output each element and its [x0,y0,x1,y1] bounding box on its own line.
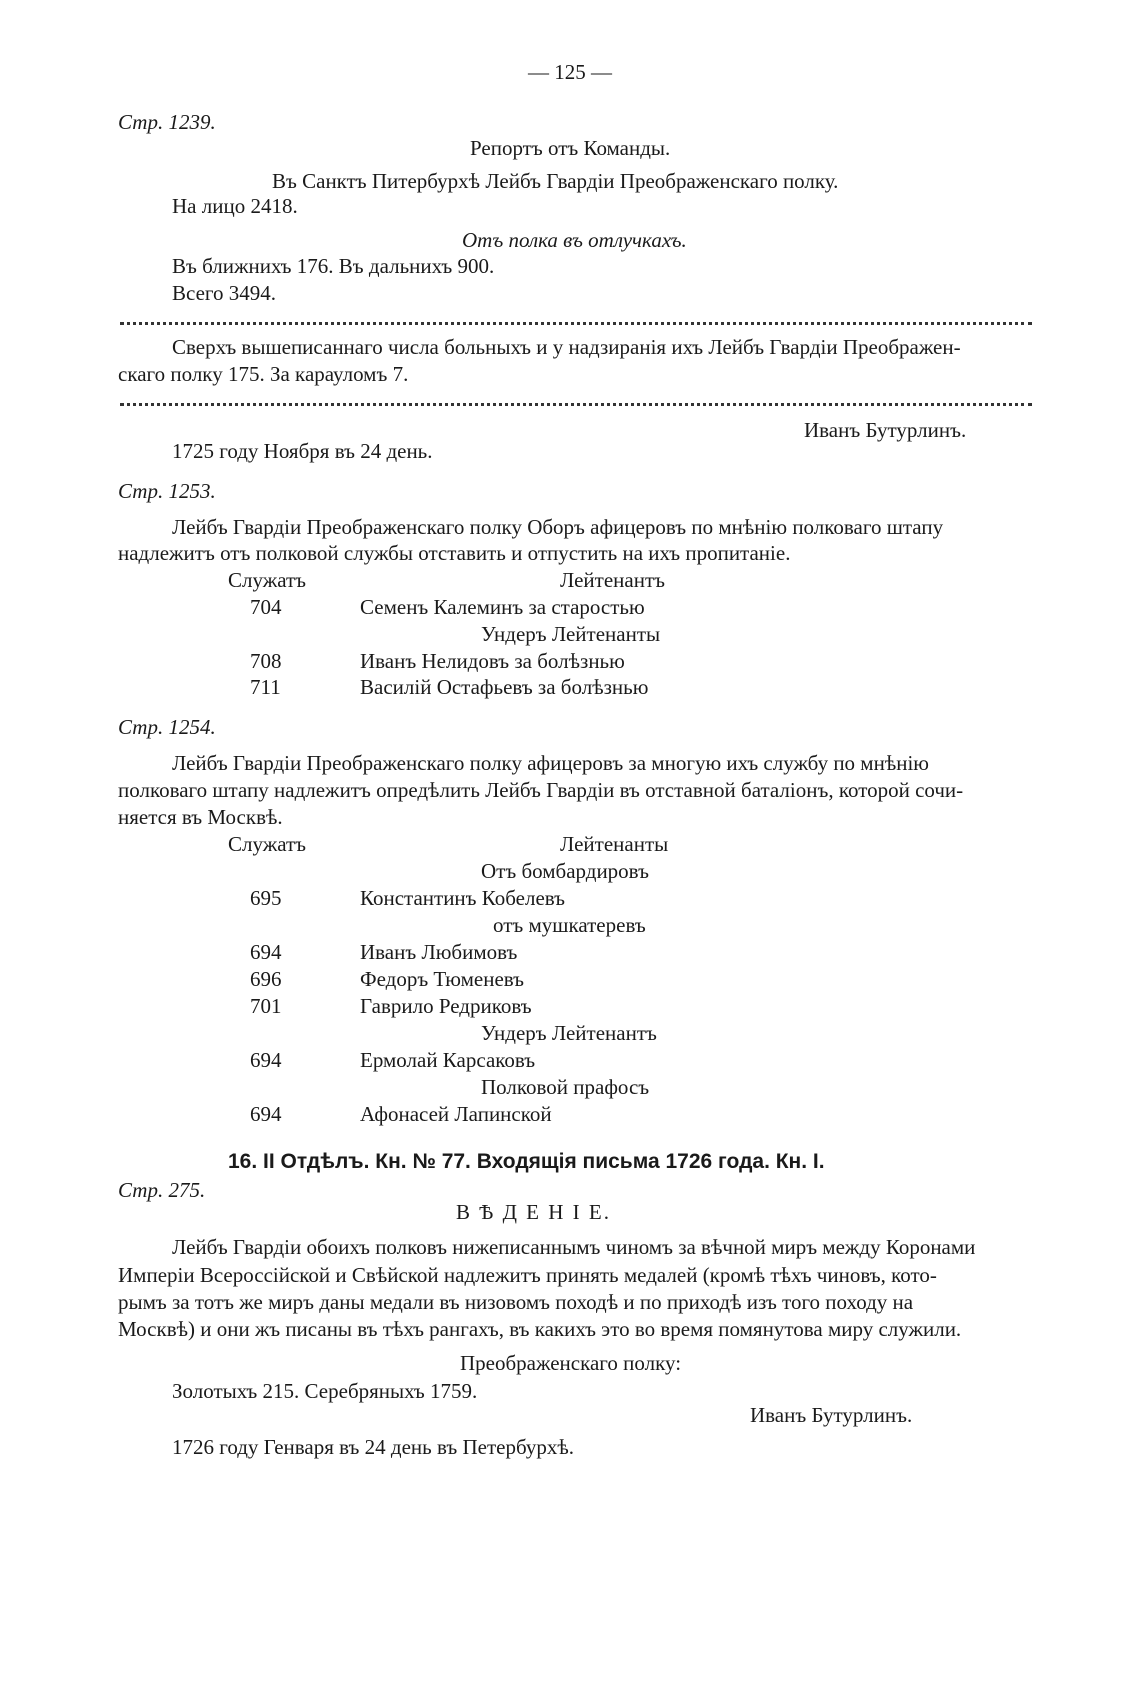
report-line: Въ ближнихъ 176. Въ дальнихъ 900. [172,254,495,278]
table-row [250,996,532,1017]
regiment-label: Преображенскаго полку: [460,1351,682,1375]
row-number: 711 [250,675,281,699]
paragraph-line: няется въ Москвѣ. [118,805,283,829]
rank-label: Ундеръ Лейтенанты [481,622,661,646]
paragraph-line: Имперіи Всероссійской и Свѣйской надлежитъ принять медалей (кромѣ тѣхъ чиновъ, кото- [118,1263,937,1287]
paragraph-line: надлежитъ отъ полковой службы отставить и отпустить на ихъ пропитаніе. [118,541,791,565]
table-row [250,969,524,990]
page-number: — 125 — [528,60,612,84]
medal-count: Золотыхъ 215. Серебряныхъ 1759. [172,1379,478,1403]
row-number: 694 [250,1048,282,1072]
table-row [250,677,648,698]
row-number: 696 [250,967,282,991]
signature: Иванъ Бутурлинъ. [804,418,967,442]
row-name: Семенъ Калеминъ за старостью [360,595,645,619]
table-row [250,888,565,909]
row-name: Федоръ Тюменевъ [360,967,525,991]
signature: Иванъ Бутурлинъ. [750,1403,913,1427]
row-number: 694 [250,1102,282,1126]
paragraph-line: рымъ за тотъ же миръ даны медали въ низовомъ походѣ и по приходѣ изъ того походу на [118,1290,914,1314]
page-reference: Стр. 1253. [118,479,216,503]
paragraph-line: полковаго штапу надлежитъ опредѣлить Лейбъ Гвардіи въ отставной баталіонъ, которой сочи- [118,778,964,802]
row-name: Иванъ Нелидовъ за болѣзнью [360,649,625,673]
row-name: Ермолай Карсаковъ [360,1048,536,1072]
rank-label: Лейтенантъ [560,568,665,592]
column-header: Служатъ [228,832,307,856]
paragraph-line: скаго полку 175. За карауломъ 7. [118,362,409,386]
row-name: Константинъ Кобелевъ [360,886,566,910]
report-line: На лицо 2418. [172,194,298,218]
page-reference: Стр. 1239. [118,110,216,134]
report-subtitle: Отъ полка въ отлучкахъ. [462,228,687,252]
row-number: 704 [250,595,282,619]
report-line: Въ Санктъ Питербурхѣ Лейбъ Гвардіи Преображенскаго полку. [272,169,839,193]
section-heading: 16. II Отдѣлъ. Кн. № 77. Входящія письма 1726 года. Кн. I. [228,1150,825,1173]
row-number: 708 [250,649,282,673]
row-name: Гаврило Редриковъ [360,994,532,1018]
table-row [250,942,517,963]
subgroup-label: Отъ бомбардировъ [481,859,649,883]
table-row [250,651,625,672]
page-reference: Стр. 275. [118,1178,206,1202]
table-row [250,597,645,618]
paragraph-line: Лейбъ Гвардіи обоихъ полковъ нижеписаннымъ чиномъ за вѣчной миръ между Коронами [172,1235,976,1259]
table-row [250,1104,552,1125]
row-name: Василій Остафьевъ за болѣзнью [360,675,649,699]
dotted-separator [120,322,1032,325]
date-line: 1725 году Ноября въ 24 день. [172,439,433,463]
dotted-separator [120,403,1032,406]
report-title: Репортъ отъ Команды. [470,136,671,160]
document-title: В Ѣ Д Е Н І Е. [456,1200,611,1224]
row-name: Иванъ Любимовъ [360,940,518,964]
row-name: Афонасей Лапинской [360,1102,552,1126]
rank-label: Полковой прафосъ [481,1075,650,1099]
row-number: 701 [250,994,282,1018]
date-line: 1726 году Генваря въ 24 день въ Петербурхѣ. [172,1435,574,1459]
paragraph-text: Сверхъ вышеписаннаго числа больныхъ и у надзиранія ихъ Лейбъ Гвардіи Преображен- [172,335,961,359]
rank-label: Лейтенанты [560,832,669,856]
table-row [250,1050,535,1071]
page-reference: Стр. 1254. [118,715,216,739]
report-line: Всего 3494. [172,281,276,305]
row-number: 694 [250,940,282,964]
column-header: Служатъ [228,568,307,592]
row-number: 695 [250,886,282,910]
paragraph-line: Москвѣ) и они жъ писаны въ тѣхъ рангахъ, въ какихъ это во время помянутова миру служили. [118,1317,962,1341]
subgroup-label: отъ мушкатеревъ [493,913,646,937]
rank-label: Ундеръ Лейтенантъ [481,1021,657,1045]
paragraph-line: Лейбъ Гвардіи Преображенскаго полку Оборъ афицеровъ по мнѣнію полковаго штапу [172,515,944,539]
paragraph-line [172,337,1032,358]
paragraph-line: Лейбъ Гвардіи Преображенскаго полку афицеровъ за многую ихъ службу по мнѣнію [172,751,929,775]
